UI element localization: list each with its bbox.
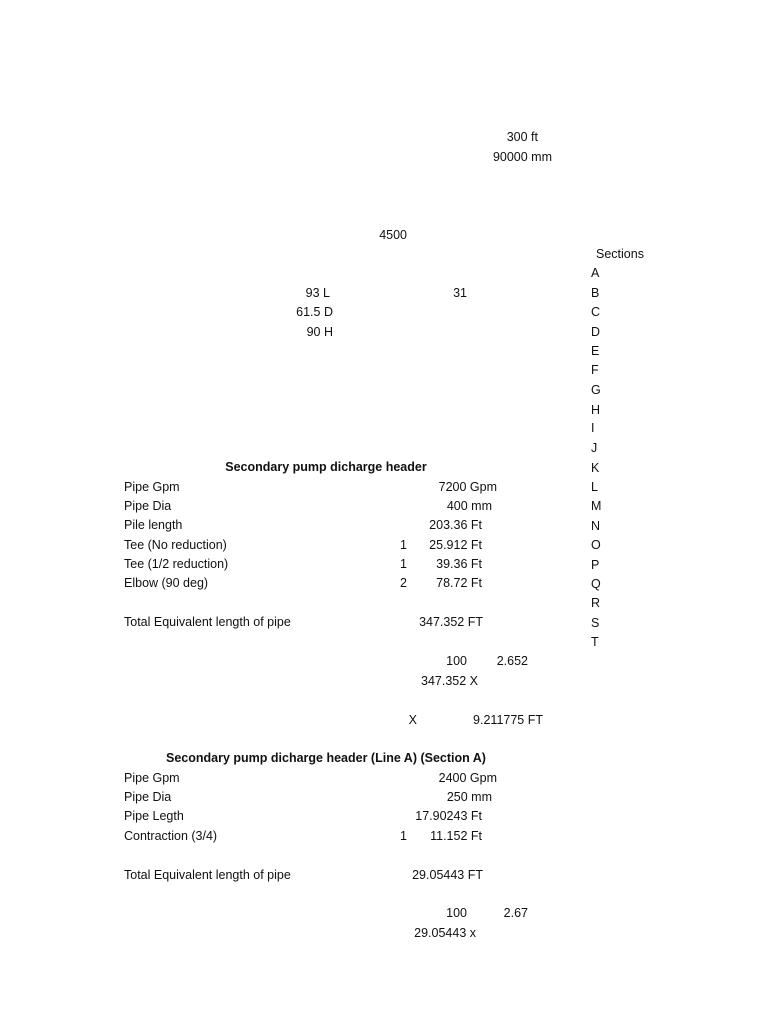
value-4500: 4500 — [379, 228, 407, 242]
row-label: Tee (No reduction) — [124, 538, 227, 552]
section-item: A — [591, 266, 600, 280]
line-a-calc-total-value: 29.05443 FT — [412, 868, 483, 882]
row-value: 7200 Gpm — [438, 480, 497, 494]
section-item: R — [591, 596, 601, 610]
row-qty: 2 — [400, 576, 407, 590]
section-item: Q — [591, 577, 601, 591]
line-a-calc-total-label: Total Equivalent length of pipe — [124, 868, 291, 882]
header-calc-total-value: 347.352 FT — [419, 615, 483, 629]
line-a-calc-title: Secondary pump dicharge header (Line A) (Section A) — [166, 751, 486, 765]
section-item: S — [591, 616, 600, 630]
row-label: Elbow (90 deg) — [124, 576, 209, 590]
row-value: 39.36 Ft — [436, 557, 482, 571]
section-item: L — [591, 480, 598, 494]
line-a-calc-ratio-a: 100 — [446, 906, 467, 920]
row-label: Tee (1/2 reduction) — [124, 557, 229, 571]
row-value: 11.152 Ft — [430, 829, 482, 843]
row-label: Pipe Gpm — [124, 771, 180, 785]
section-item: K — [591, 461, 600, 475]
section-item: E — [591, 344, 600, 358]
row-value: 203.36 Ft — [429, 518, 482, 532]
section-item: G — [591, 383, 601, 397]
sections-header: Sections — [596, 247, 644, 261]
row-qty: 1 — [400, 829, 407, 843]
row-label: Pipe Gpm — [124, 480, 180, 494]
row-label: Pipe Legth — [124, 809, 184, 823]
dimension-length: 93 L — [305, 286, 330, 300]
row-value: 17.90243 Ft — [415, 809, 482, 823]
header-calc-ratio-b: 2.652 — [496, 654, 528, 668]
header-calc-x-label: X — [408, 713, 417, 727]
section-item: F — [591, 363, 599, 377]
section-item: M — [591, 499, 602, 513]
header-calc-x-result: 9.211775 FT — [473, 713, 543, 727]
header-calc-title: Secondary pump dicharge header — [225, 460, 427, 474]
row-qty: 1 — [400, 557, 407, 571]
section-item: B — [591, 286, 600, 300]
row-value: 2400 Gpm — [438, 771, 497, 785]
section-item: I — [591, 421, 595, 435]
header-calc-total-label: Total Equivalent length of pipe — [124, 615, 291, 629]
row-label: Contraction (3/4) — [124, 829, 218, 843]
section-item: P — [591, 558, 600, 572]
section-item: O — [591, 538, 601, 552]
row-label: Pile length — [124, 518, 183, 532]
line-a-calc-ratio-c: 29.05443 x — [414, 926, 476, 940]
row-value: 25.912 Ft — [429, 538, 482, 552]
row-value: 400 mm — [446, 499, 492, 513]
row-label: Pipe Dia — [124, 499, 172, 513]
section-item: J — [591, 441, 598, 455]
length-ft: 300 ft — [506, 130, 538, 144]
line-a-calc-ratio-b: 2.67 — [503, 906, 528, 920]
header-calc-ratio-a: 100 — [446, 654, 467, 668]
row-label: Pipe Dia — [124, 790, 172, 804]
section-item: T — [591, 635, 599, 649]
dimension-length-right: 31 — [453, 286, 467, 300]
section-item: D — [591, 325, 601, 339]
section-item: H — [591, 403, 601, 417]
row-value: 250 mm — [446, 790, 492, 804]
dimension-height: 90 H — [306, 325, 333, 339]
row-qty: 1 — [400, 538, 407, 552]
dimension-depth: 61.5 D — [296, 305, 333, 319]
length-mm: 90000 mm — [492, 150, 552, 164]
row-value: 78.72 Ft — [436, 576, 482, 590]
section-item: N — [591, 519, 601, 533]
section-item: C — [591, 305, 601, 319]
header-calc-ratio-c: 347.352 X — [421, 674, 478, 688]
